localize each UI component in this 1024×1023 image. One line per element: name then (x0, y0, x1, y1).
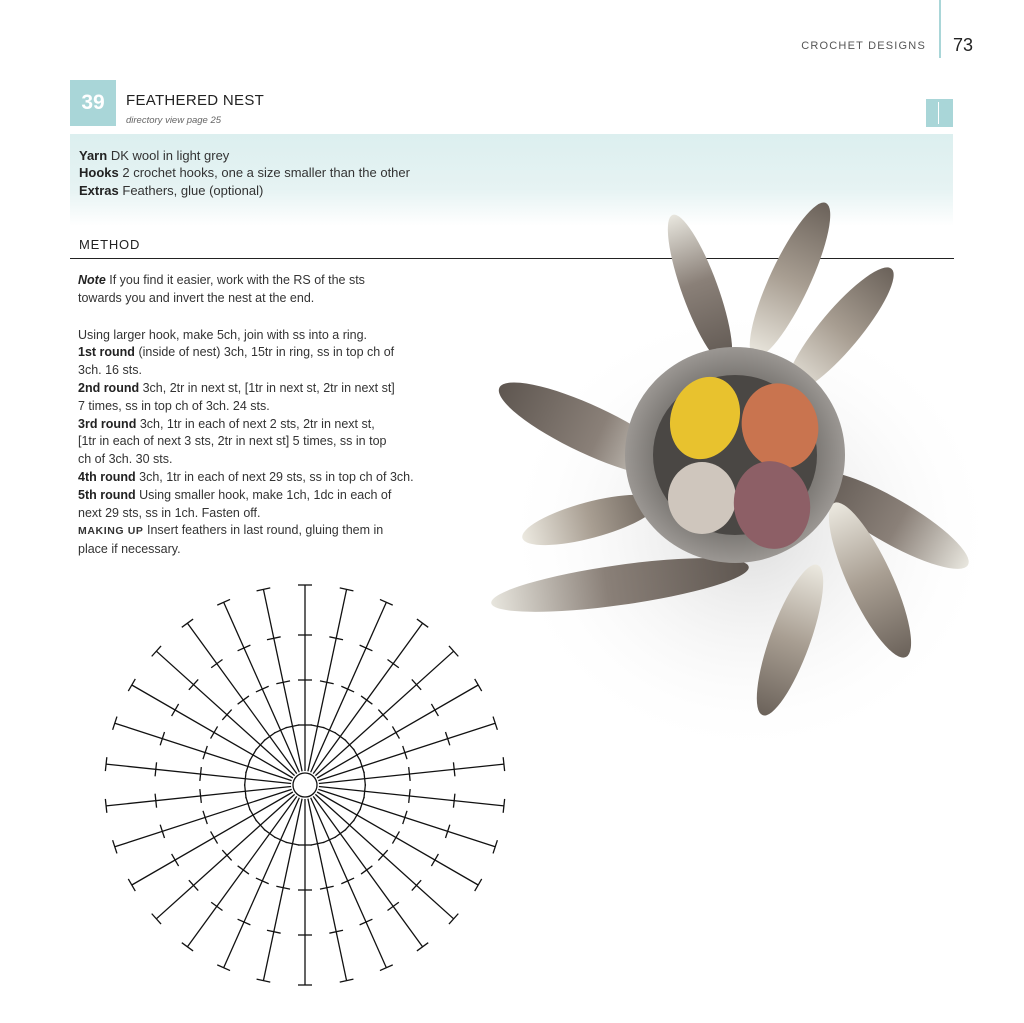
section-tab-icon (926, 99, 953, 127)
round-1-text-2: 3ch. 16 sts. (78, 363, 142, 378)
stitch-spoke (187, 796, 296, 946)
stitch-spoke (224, 602, 300, 772)
stitch-bar (274, 727, 287, 733)
stitch-spoke (311, 798, 387, 968)
stitch-bar (200, 767, 201, 781)
page-number: 73 (953, 35, 974, 55)
stitch-spoke (308, 589, 347, 771)
round-5-label: 5th round (78, 487, 136, 502)
round-4-text-1: 3ch, 1tr in each of next 29 sts, ss in top ch of 3ch. (139, 469, 414, 484)
stitch-bar (256, 878, 269, 884)
making-up-text-2: place if necessary. (78, 542, 181, 557)
stitch-bar (155, 762, 156, 776)
extras-text: Feathers, glue (optional) (122, 183, 264, 198)
method-heading: METHOD (79, 237, 141, 252)
stitch-bar (217, 965, 230, 971)
stitch-bar (453, 762, 454, 776)
stitch-bar (431, 854, 438, 866)
stitch-spoke (263, 799, 302, 981)
round-3-text-3: ch of 3ch. 30 sts. (78, 452, 173, 467)
stitch-bar (238, 645, 251, 651)
note-line (78, 272, 428, 290)
making-up (78, 522, 428, 541)
chart-ring (293, 773, 317, 797)
stitch-bar (380, 965, 393, 971)
stitch-bar (380, 599, 393, 605)
stitch-bar (364, 772, 365, 786)
extras-label: Extras (79, 183, 119, 198)
stitch-spoke (187, 623, 296, 773)
round-1-text-1: (inside of nest) 3ch, 15tr in ring, ss in top ch of (138, 345, 395, 360)
stitch-bar (245, 784, 246, 798)
stitch-bar (250, 809, 257, 821)
stitch-bar (264, 829, 275, 837)
stitch-bar (172, 704, 179, 716)
header-rule (939, 0, 941, 58)
stitch-bar (353, 749, 360, 761)
stitch-bar (105, 757, 106, 771)
stitch-bar (211, 726, 218, 738)
stitch-spoke (313, 796, 422, 946)
stitch-bar (335, 732, 346, 740)
stitch-bar (417, 619, 428, 627)
stitch-bar (211, 831, 218, 843)
stitch-spoke (313, 623, 422, 773)
stitch-spoke (115, 723, 292, 780)
stitch-spoke (224, 798, 300, 968)
pattern-title: FEATHERED NEST (126, 92, 265, 109)
round-2 (78, 380, 428, 398)
round-2-text-2: 7 times, ss in top ch of 3ch. 24 sts. (78, 398, 270, 413)
stitch-bar (155, 794, 156, 808)
directory-reference: directory view page 25 (126, 115, 222, 126)
stitch-bar (361, 696, 372, 704)
round-5-text-2: next 29 sts, ss in 1ch. Fasten off. (78, 505, 261, 520)
round-3-text-2: [1tr in each of next 3 sts, 2tr in next st] 5 times, ss in top (78, 434, 387, 449)
yarn-text: DK wool in light grey (110, 148, 230, 163)
round-3-label: 3rd round (78, 416, 137, 431)
stitch-bar (453, 794, 454, 808)
stitch-bar (364, 784, 365, 798)
stitch-spoke (308, 799, 347, 981)
stitch-bar (182, 619, 193, 627)
round-3 (78, 416, 428, 434)
stitch-spoke (263, 589, 302, 771)
stitch-spoke (318, 789, 495, 846)
stitch-bar (245, 772, 246, 786)
stitch-bar (211, 902, 222, 910)
stitch-spoke (319, 786, 504, 805)
round-5-text-1: Using smaller hook, make 1ch, 1dc in each of (139, 487, 392, 502)
stitch-bar (238, 696, 249, 704)
stitch-bar (392, 831, 399, 843)
stitch-bar (182, 943, 193, 951)
note-label: Note (78, 273, 106, 287)
stitch-bar (431, 704, 438, 716)
stitch-spoke (315, 651, 453, 775)
stitch-bar (341, 878, 354, 884)
stitch-bar (388, 660, 399, 668)
stitch-spoke (106, 786, 291, 805)
stitch-spoke (318, 723, 495, 780)
stitch-bar (256, 686, 269, 692)
stitch-bar (217, 599, 230, 605)
stitch-bar (323, 727, 336, 733)
stitch-bar (264, 732, 275, 740)
stitch-bar (503, 757, 504, 771)
stitch-bar (238, 866, 249, 874)
crochet-chart (90, 572, 520, 1000)
stitch-bar (503, 799, 504, 813)
stitch-bar (211, 660, 222, 668)
round-1 (78, 344, 428, 362)
hooks-label: Hooks (79, 165, 119, 180)
stitch-spoke (311, 602, 387, 772)
stitch-bar (238, 919, 251, 925)
round-5 (78, 487, 428, 505)
note-text-2: towards you and invert the nest at the end. (78, 290, 315, 305)
stitch-bar (274, 837, 287, 843)
stitch-bar (360, 645, 373, 651)
yarn-line (79, 148, 229, 163)
stitch-bar (128, 879, 135, 891)
note-text-1: If you find it easier, work with the RS of the sts (109, 273, 365, 287)
making-up-text-1: Insert feathers in last round, gluing them in (146, 523, 384, 538)
stitch-bar (417, 943, 428, 951)
stitch-spoke (156, 651, 294, 775)
stitch-bar (360, 919, 373, 925)
making-up-label: MAKING UP (78, 525, 144, 538)
stitch-spoke (106, 764, 291, 783)
stitch-spoke (319, 764, 504, 783)
pattern-number-badge: 39 (70, 80, 116, 126)
round-2-label: 2nd round (78, 380, 140, 395)
stitch-bar (353, 809, 360, 821)
yarn-label: Yarn (79, 148, 108, 163)
stitch-bar (475, 679, 482, 691)
hooks-line (79, 165, 410, 180)
stitch-bar (250, 749, 257, 761)
intro-text: Using larger hook, make 5ch, join with ss into a ring. (78, 327, 368, 342)
stitch-bar (392, 726, 399, 738)
stitch-bar (475, 879, 482, 891)
round-2-text-1: 3ch, 2tr in next st, [1tr in next st, 2tr in next st] (142, 380, 395, 395)
stitch-spoke (156, 794, 294, 918)
stitch-bar (335, 829, 346, 837)
method-instructions (78, 272, 428, 559)
stitch-bar (172, 854, 179, 866)
round-4-label: 4th round (78, 469, 136, 484)
hooks-text: 2 crochet hooks, one a size smaller than the other (122, 165, 410, 180)
stitch-bar (341, 686, 354, 692)
extras-line (79, 183, 263, 198)
stitch-bar (105, 799, 106, 813)
stitch-bar (409, 767, 410, 781)
stitch-bar (323, 837, 336, 843)
stitch-bar (128, 679, 135, 691)
running-head: CROCHET DESIGNS (801, 40, 926, 52)
round-3-text-1: 3ch, 1tr in each of next 2 sts, 2tr in next st, (139, 416, 375, 431)
stitch-bar (361, 866, 372, 874)
round-4 (78, 469, 428, 487)
stitch-bar (200, 789, 201, 803)
stitch-spoke (115, 789, 292, 846)
stitch-bar (388, 902, 399, 910)
round-1-label: 1st round (78, 345, 135, 360)
stitch-bar (409, 789, 410, 803)
stitch-spoke (315, 794, 453, 918)
